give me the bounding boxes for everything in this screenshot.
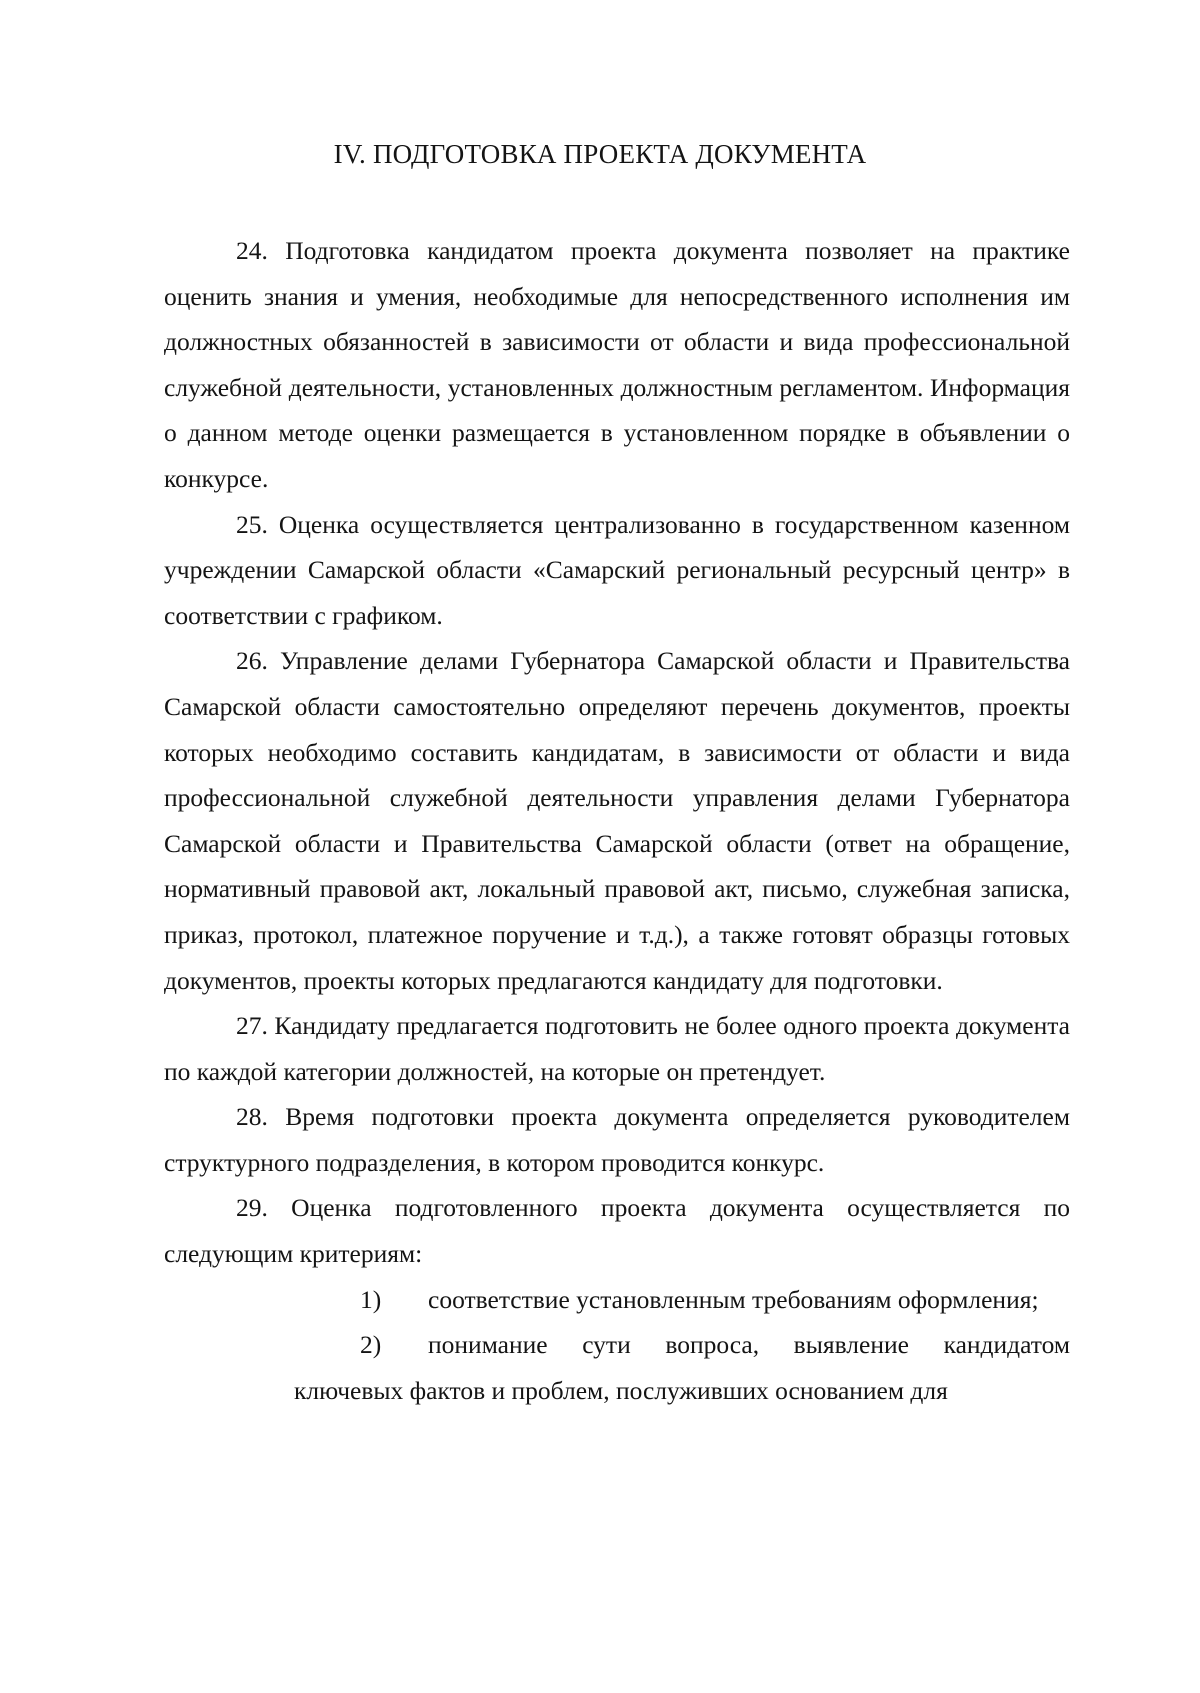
list-item — [294, 1322, 1070, 1413]
document-body — [164, 228, 1070, 1413]
list-item-number: 1) — [360, 1284, 382, 1314]
paragraph-28: 28. Время подготовки проекта документа определяется руководителем структурного подразделения, в котором проводится конкурс. — [164, 1102, 1070, 1177]
paragraph-24: 24. Подготовка кандидатом проекта документа позволяет на практике оценить знания и умения, необходимые для непосредственного исполнения им должностных обязанностей в зависимости от области и вида профессиональной служебной деятельности, установленных должностным регламентом. Информация о данном методе оценки размещается в установленном порядке в объявлении о конкурсе. — [164, 236, 1070, 493]
list-item — [294, 1277, 1070, 1323]
list-item-text: соответствие установленным требованиям оформления; — [428, 1284, 1039, 1314]
paragraph-29: 29. Оценка подготовленного проекта документа осуществляется по следующим критериям: — [164, 1193, 1070, 1269]
paragraph-25: 25. Оценка осуществляется централизованно в государственном казенном учреждении Самарской области «Самарский региональный ресурсный центр» в соответствии с графиком. — [164, 509, 1070, 630]
list-item-number: 2) — [360, 1330, 382, 1360]
criteria-list — [164, 1277, 1070, 1414]
section-heading: IV. ПОДГОТОВКА ПРОЕКТА ДОКУМЕНТА — [333, 139, 867, 169]
paragraph-26: 26. Управление делами Губернатора Самарской области и Правительства Самарской области самостоятельно определяют перечень документов, проекты которых необходимо составить кандидатам, в зависимости от области и вида профессиональной служебной деятельности управления делами Губернатора Самарской области и Правительства Самарской области (ответ на обращение, нормативный правовой акт, локальный правовой акт, письмо, служебная записка, приказ, протокол, платежное поручение и т.д.), а также готовят образцы готовых документов, проекты которых предлагаются кандидату для подготовки. — [164, 646, 1070, 995]
list-item-text: понимание сути вопроса, выявление кандидатом ключевых фактов и проблем, послуживших основанием для — [294, 1330, 1070, 1405]
paragraph-27: 27. Кандидату предлагается подготовить не более одного проекта документа по каждой категории должностей, на которые он претендует. — [164, 1011, 1070, 1086]
